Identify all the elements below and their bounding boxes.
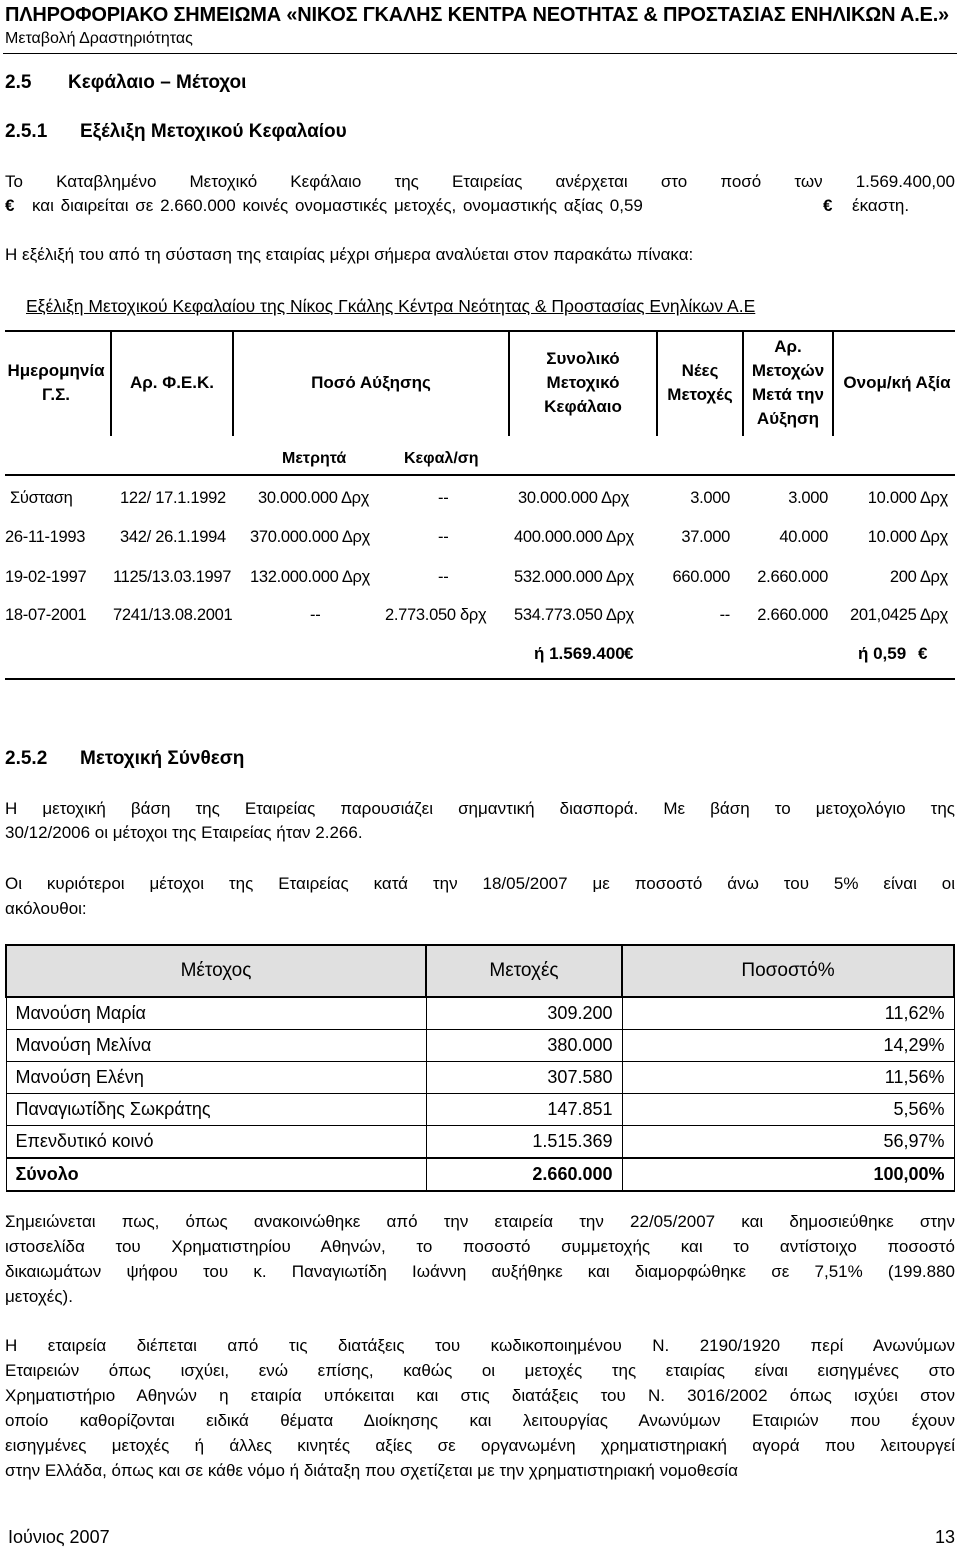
note2-line: στην Ελλάδα, όπως και σε κάθε νόμο ή διάταξη που σχετίζεται με την χρηματιστηριακή νομοθεσία (5, 1461, 738, 1480)
shareholder-shares: 147.851 (426, 1094, 622, 1126)
row-new-shares: 660.000 (672, 568, 730, 586)
table-row (6, 1094, 954, 1126)
shareholders-table (5, 944, 955, 1192)
total-shares: 2.660.000 (426, 1158, 622, 1191)
euro-symbol: € (5, 196, 15, 215)
shareholder-percentage: 11,56% (622, 1062, 954, 1094)
paragraph-capital-end: έκαστη. (852, 196, 910, 215)
row-nominal: 200 Δρχ (889, 568, 948, 586)
row-fek: 122/ 17.1.1992 (120, 489, 226, 507)
note2-line: Εταιρειών όπως ισχύει, ενώ επίσης, καθώς οι μετοχές της εταιρίας είναι εισηγμένες στο (5, 1361, 955, 1380)
row-capitalization: -- (438, 528, 449, 546)
document-subtitle: Μεταβολή Δραστηριότητας (5, 30, 193, 47)
row-total: 400.000.000 Δρχ (514, 528, 634, 546)
row-nominal: 10.000 Δρχ (867, 489, 948, 507)
shareholder-shares: 307.580 (426, 1062, 622, 1094)
row-shares-after: 40.000 (779, 528, 828, 546)
paragraph-major-holders-line2: ακόλουθοι: (5, 899, 87, 918)
row-date: 18-07-2001 (5, 606, 87, 624)
row-cash: -- (310, 606, 321, 624)
shareholder-percentage: 56,97% (622, 1126, 954, 1159)
footer-date: Ιούνιος 2007 (8, 1527, 110, 1547)
subheader-capitalization: Κεφαλ/ση (404, 450, 479, 467)
row-nominal: 10.000 Δρχ (867, 528, 948, 546)
shareholder-shares: 1.515.369 (426, 1126, 622, 1159)
paragraph-shareholding-line1: Η μετοχική βάση της Εταιρείας παρουσιάζει σημαντική διασπορά. Με βάση το μετοχολόγιο της (5, 799, 955, 818)
note2-line: Η εταιρεία διέπεται από τις διατάξεις του κωδικοποιημένου Ν. 2190/1920 περί Ανωνύμων (5, 1336, 955, 1355)
row-shares-after: 3.000 (788, 489, 828, 507)
row-fek: 1125/13.03.1997 (113, 568, 232, 586)
row-total: 532.000.000 Δρχ (514, 568, 634, 586)
paragraph-shareholding-line2: 30/12/2006 οι μέτοχοι της Εταιρείας ήταν 2.266. (5, 823, 363, 842)
paragraph-capital-line1: Το Καταβλημένο Μετοχικό Κεφάλαιο της Εταιρείας ανέρχεται στο ποσό των 1.569.400,00 (5, 172, 955, 191)
row-new-shares: -- (719, 606, 730, 624)
row-shares-after: 2.660.000 (757, 568, 828, 586)
row-date: 26-11-1993 (5, 528, 86, 546)
note2-line: οποίο καθορίζονται ειδικά θέματα Διοίκησης και λειτουργίας Ανωνύμων Εταιριών που έχουν (5, 1411, 955, 1430)
shareholder-name: Μανούση Ελένη (6, 1062, 426, 1094)
row-fek: 7241/13.08.2001 (113, 606, 233, 624)
shareholder-shares: 380.000 (426, 1030, 622, 1062)
euro-symbol: € (823, 196, 833, 215)
row-total: 534.773.050 Δρχ (514, 606, 634, 624)
row-shares-after: 2.660.000 (757, 606, 828, 624)
header-shareholder: Μέτοχος (6, 945, 426, 997)
header-nominal-value: Ονομ/κή Αξία (843, 373, 951, 392)
shareholder-percentage: 11,62% (622, 997, 954, 1030)
table-caption: Εξέλιξη Μετοχικού Κεφαλαίου της Νίκος Γκάλης Κέντρα Νεότητας & Προστασίας Ενηλίκων Α.Ε (26, 296, 756, 316)
note1-line: Σημειώνεται πως, όπως ανακοινώθηκε από την εταιρεία την 22/05/2007 και δημοσιεύθηκε στην (5, 1212, 955, 1231)
table-header-rule (5, 474, 955, 476)
row-cash: 30.000.000 Δρχ (258, 489, 370, 507)
header-total-capital: Συνολικό Μετοχικό Κεφάλαιο (544, 349, 622, 416)
header-increase: Ποσό Αύξησης (311, 373, 431, 392)
shareholder-name: Μανούση Μελίνα (6, 1030, 426, 1062)
row-cash: 370.000.000 Δρχ (250, 528, 370, 546)
euro-symbol: € (918, 644, 928, 663)
total-label: Σύνολο (6, 1158, 426, 1191)
total-capital-euro: ή 1.569.400 (534, 644, 625, 663)
header-percentage: Ποσοστό% (622, 945, 954, 997)
row-cash: 132.000.000 Δρχ (250, 568, 370, 586)
shareholder-name: Παναγιωτίδης Σωκράτης (6, 1094, 426, 1126)
table-row (6, 997, 954, 1030)
header-shares-after: Αρ. Μετοχών Μετά την Αύξηση (751, 337, 825, 428)
row-date: Σύσταση (10, 489, 73, 507)
section-2-5-2-number: 2.5.2 (5, 748, 48, 769)
header-new-shares: Νέες Μετοχές (667, 361, 733, 404)
note1-line: δικαιωμάτων ψήφου του κ. Παναγιωτίδη Ιωάννη αυξήθηκε και διαμορφώθηκε σε 7,51% (199.880 (5, 1262, 955, 1281)
row-new-shares: 3.000 (690, 489, 730, 507)
page-number: 13 (934, 1527, 955, 1547)
section-2-5-number: 2.5 (5, 72, 32, 93)
row-new-shares: 37.000 (681, 528, 730, 546)
row-capitalization: -- (438, 568, 449, 586)
row-nominal: 201,0425 Δρχ (850, 606, 948, 624)
column-divider (508, 330, 510, 436)
header-fek: Αρ. Φ.Ε.Κ. (130, 373, 214, 392)
table-header-row (6, 945, 954, 997)
euro-symbol: € (624, 644, 634, 663)
table-total-row (6, 1158, 954, 1191)
paragraph-capital-line2: και διαιρείται σε 2.660.000 κοινές ονομαστικές μετοχές, ονομαστικής αξίας 0,59 (32, 196, 643, 215)
section-2-5-2-title: Μετοχική Σύνθεση (80, 748, 245, 769)
shareholder-percentage: 5,56% (622, 1094, 954, 1126)
row-capitalization: 2.773.050 δρχ (385, 606, 487, 624)
row-capitalization: -- (438, 489, 449, 507)
header-date: Ημερομηνία Γ.Σ. (7, 361, 105, 404)
document-title: ΠΛΗΡΟΦΟΡΙΑΚΟ ΣΗΜΕΙΩΜΑ «ΝΙΚΟΣ ΓΚΑΛΗΣ ΚΕΝΤΡΑ ΝΕΟΤΗΤΑΣ & ΠΡΟΣΤΑΣΙΑΣ ΕΝΗΛΙΚΩΝ Α.Ε.» (5, 4, 949, 26)
shareholder-name: Επενδυτικό κοινό (6, 1126, 426, 1159)
section-2-5-1-title: Εξέλιξη Μετοχικού Κεφαλαίου (80, 121, 347, 142)
section-2-5-1-number: 2.5.1 (5, 121, 48, 142)
note1-line: μετοχές). (5, 1287, 73, 1306)
row-date: 19-02-1997 (5, 568, 87, 586)
header-rule (3, 53, 957, 54)
table-bottom-rule (5, 678, 955, 680)
shareholder-shares: 309.200 (426, 997, 622, 1030)
header-shares: Μετοχές (426, 945, 622, 997)
note1-line: ιστοσελίδα του Χρηματιστηρίου Αθηνών, το ποσοστό συμμετοχής και το αντίστοιχο ποσοστό (5, 1237, 955, 1256)
shareholder-name: Μανούση Μαρία (6, 997, 426, 1030)
table-row (6, 1062, 954, 1094)
row-fek: 342/ 26.1.1994 (120, 528, 226, 546)
paragraph-major-holders-line1: Οι κυριότεροι μέτοχοι της Εταιρείας κατά την 18/05/2007 με ποσοστό άνω του 5% είναι οι (5, 874, 955, 893)
total-percentage: 100,00% (622, 1158, 954, 1191)
paragraph-evolution-intro: Η εξέλιξή του από τη σύσταση της εταιρίας μέχρι σήμερα αναλύεται στον παρακάτω πίνακα: (5, 245, 694, 264)
row-total: 30.000.000 Δρχ (518, 489, 630, 507)
note2-line: Χρηματιστήριο Αθηνών η εταιρία υπόκειται και στις διατάξεις του Ν. 3016/2002 όπως ισχύει στον (5, 1386, 955, 1405)
subheader-cash: Μετρητά (282, 450, 347, 467)
note2-line: εισηγμένες μετοχές ή άλλες κινητές αξίες σε οργανωμένη χρηματιστηριακή αγορά που λειτουργεί (5, 1436, 955, 1455)
table-row (6, 1030, 954, 1062)
section-2-5-title: Κεφάλαιο – Μέτοχοι (68, 72, 247, 93)
table-row (6, 1126, 954, 1159)
nominal-value-euro: ή 0,59 (858, 644, 907, 663)
shareholder-percentage: 14,29% (622, 1030, 954, 1062)
